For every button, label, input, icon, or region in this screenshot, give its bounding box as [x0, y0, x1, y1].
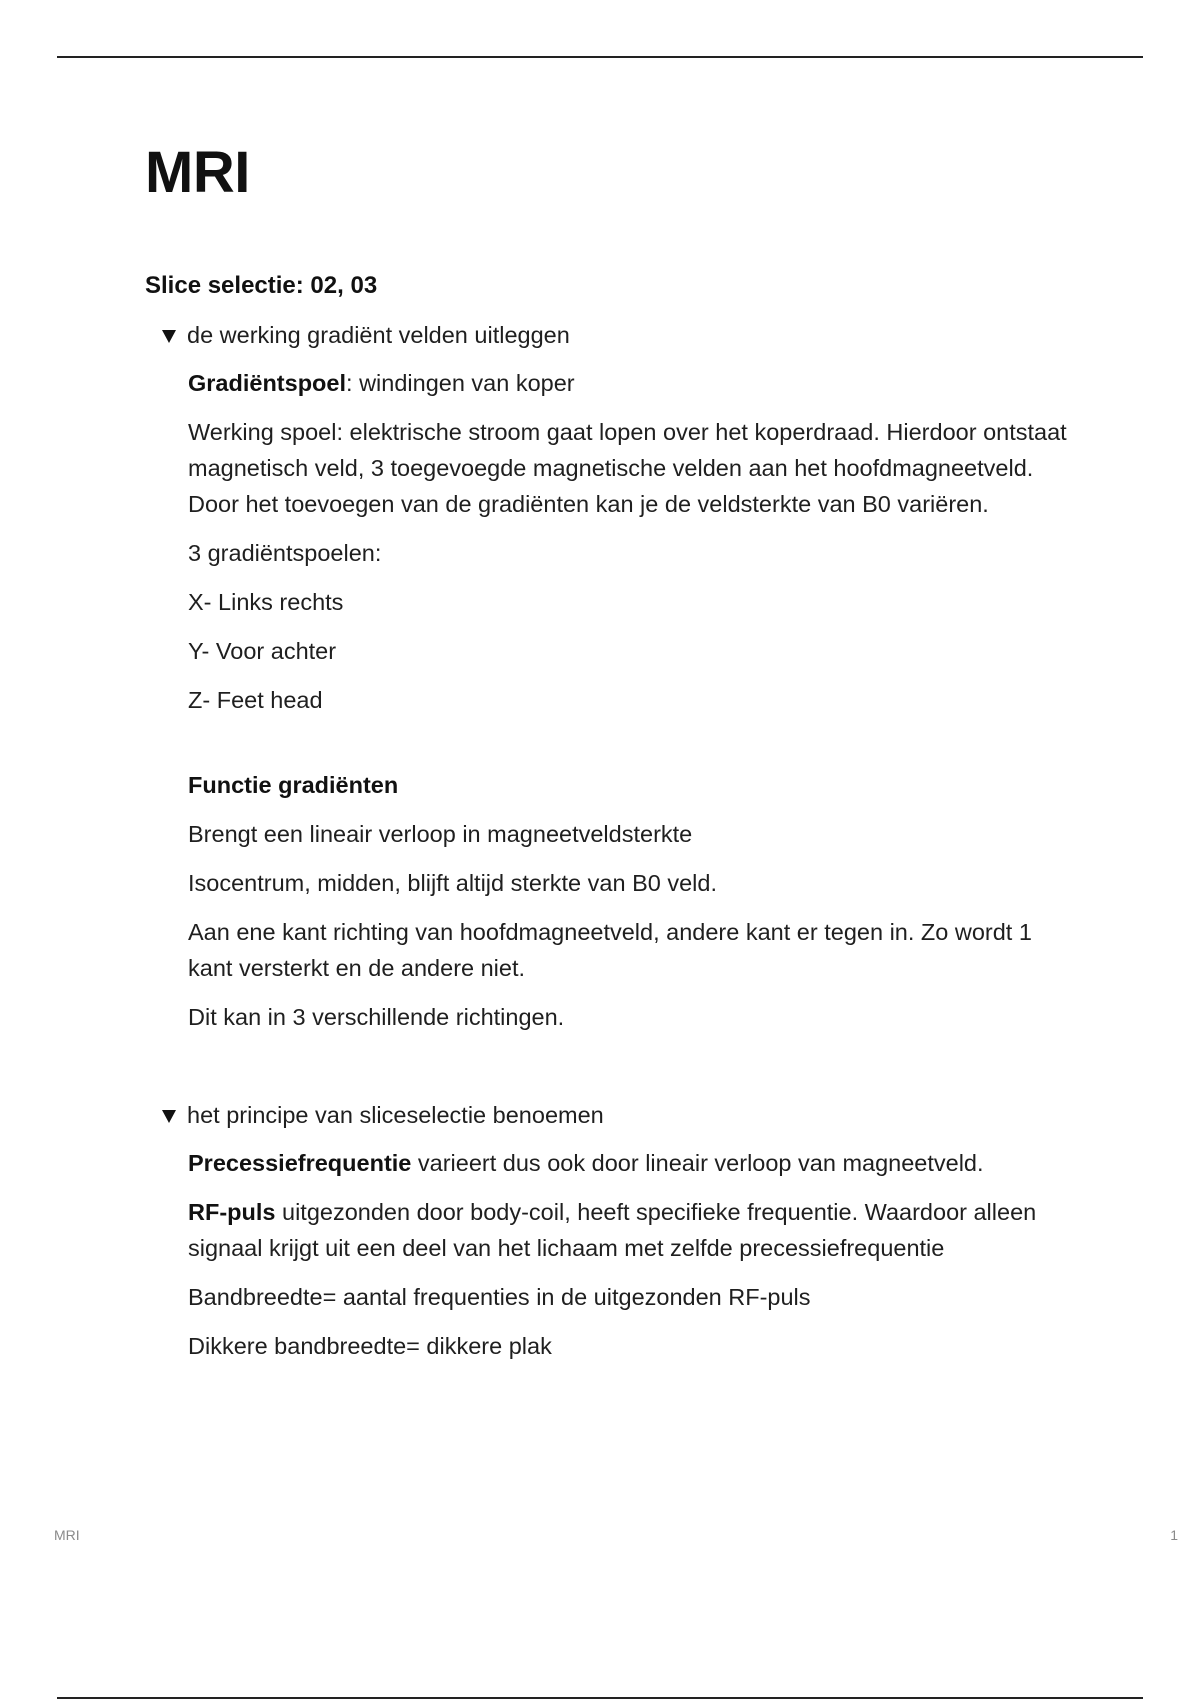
- paragraph-function-3: Aan ene kant richting van hoofdmagneetveld, andere kant er tegen in. Zo wordt 1 kant versterkt en de andere niet.: [188, 919, 1032, 981]
- bold-term: Precessiefrequentie: [188, 1150, 412, 1176]
- paragraph-rf-pulse: [188, 1194, 1075, 1266]
- paragraph-bandwidth: Bandbreedte= aantal frequenties in de uitgezonden RF-puls: [188, 1284, 811, 1310]
- section-heading: Slice selectie: 02, 03: [145, 272, 378, 299]
- toggle-label: de werking gradiënt velden uitleggen: [187, 322, 570, 348]
- paragraph-function-1: Brengt een lineair verloop in magneetveldsterkte: [188, 821, 693, 847]
- paragraph-function-4: Dit kan in 3 verschillende richtingen.: [188, 1004, 565, 1030]
- paragraph-coil-z: Z- Feet head: [188, 687, 323, 713]
- paragraph-coils-intro: 3 gradiëntspoelen:: [188, 540, 382, 566]
- paragraph-text: uitgezonden door body-coil, heeft specifieke frequentie. Waardoor alleen signaal krijgt uit een deel van het lichaam met zelfde precessiefrequentie: [188, 1199, 1037, 1261]
- bottom-divider: [57, 1697, 1143, 1699]
- paragraph-text: : windingen van koper: [346, 370, 575, 396]
- paragraph-text: varieert dus ook door lineair verloop van magneetveld.: [411, 1150, 984, 1176]
- toggle-header-slice-selection[interactable]: [162, 1097, 1075, 1133]
- bold-term: Gradiëntspoel: [188, 370, 347, 396]
- toggle-body-slice-selection: [188, 1133, 1075, 1364]
- paragraph-function-2: Isocentrum, midden, blijft altijd sterkte van B0 veld.: [188, 870, 717, 896]
- footer-title: MRI: [54, 1527, 80, 1543]
- paragraph-coil-y: Y- Voor achter: [188, 638, 337, 664]
- triangle-down-icon[interactable]: [162, 330, 176, 343]
- paragraph-coil-working: Werking spoel: elektrische stroom gaat lopen over het koperdraad. Hierdoor ontstaat magnetisch veld, 3 toegevoegde magnetische velden aan het hoofdmagneetveld. Door het toevoegen van de gradiënten kan je de veldsterkte van B0 variëren.: [188, 419, 1067, 517]
- paragraph-precession: [188, 1145, 1075, 1181]
- toggle-block-slice-selection: [145, 1097, 1075, 1364]
- toggle-label: het principe van sliceselectie benoemen: [187, 1102, 604, 1128]
- paragraph-thicker-bandwidth: Dikkere bandbreedte= dikkere plak: [188, 1333, 552, 1359]
- subheading-gradient-function: Functie gradiënten: [188, 772, 399, 798]
- bold-term: RF-puls: [188, 1199, 276, 1225]
- toggle-body-gradient-fields: [188, 353, 1075, 1035]
- toggle-block-gradient-fields: [145, 317, 1075, 1035]
- paragraph-coil-x: X- Links rechts: [188, 589, 344, 615]
- triangle-down-icon[interactable]: [162, 1110, 176, 1123]
- top-divider: [57, 56, 1143, 58]
- paragraph-gradient-coil: [188, 365, 1075, 401]
- footer-page-number: 1: [1170, 1527, 1178, 1543]
- page-content: [145, 268, 1075, 1377]
- toggle-header-gradient-fields[interactable]: [162, 317, 1075, 353]
- page-title: MRI: [145, 140, 250, 205]
